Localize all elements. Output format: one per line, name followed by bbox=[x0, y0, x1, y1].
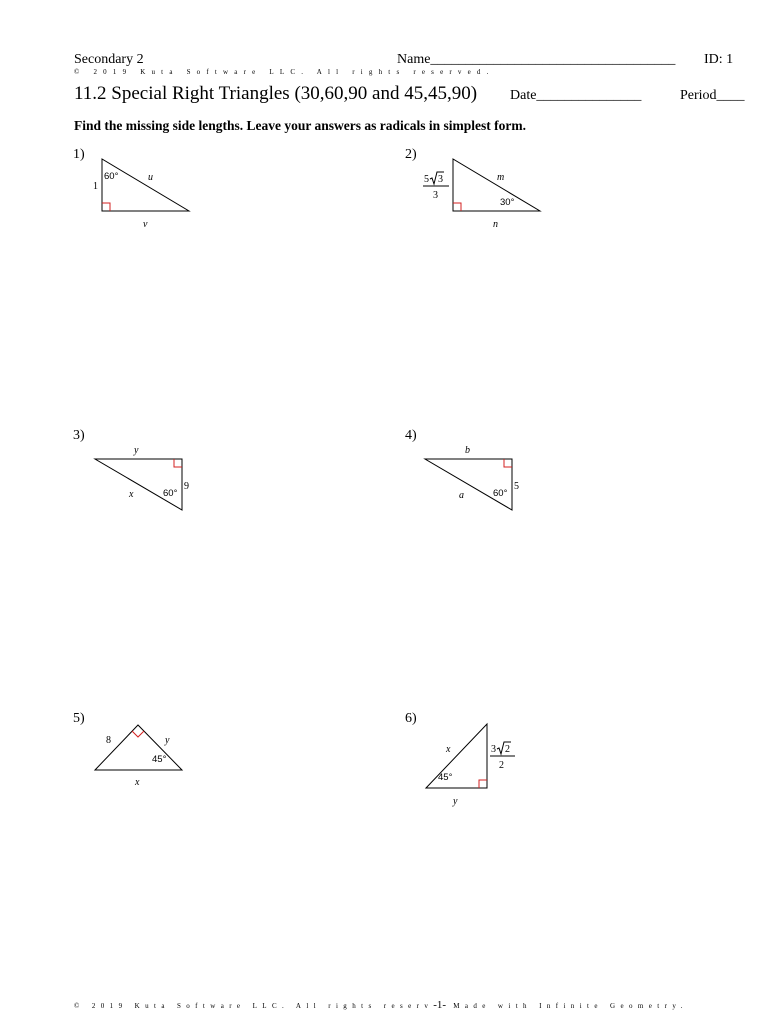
angle-label: 60° bbox=[493, 488, 508, 499]
page-title: 11.2 Special Right Triangles (30,60,90 and 45,45,90) bbox=[74, 83, 478, 104]
side-label-leg: 5 bbox=[514, 481, 519, 492]
side-label-hyp: x bbox=[446, 744, 451, 755]
side-label-hyp: a bbox=[459, 490, 464, 501]
side-label-hyp: x bbox=[129, 489, 134, 500]
period-field: Period____ bbox=[680, 88, 745, 103]
angle-label: 30° bbox=[500, 197, 515, 208]
footer bbox=[74, 999, 688, 1011]
side-label-right: y bbox=[165, 735, 170, 746]
side-label-hyp: m bbox=[497, 172, 505, 183]
worksheet-id: ID: 1 bbox=[704, 52, 734, 67]
side-label-leg: 1 bbox=[93, 181, 98, 192]
side-label-hyp: u bbox=[148, 172, 153, 183]
page-number: -1- bbox=[433, 999, 447, 1011]
problem-4-number: 4) bbox=[405, 428, 417, 443]
triangle-6 bbox=[426, 724, 487, 788]
name-field: Name___________________________________ bbox=[397, 52, 676, 67]
side-label-base: y bbox=[453, 796, 458, 807]
side-label-top: y bbox=[134, 445, 139, 456]
side-label-base: n bbox=[493, 219, 498, 230]
radical-value: 2 bbox=[505, 744, 510, 755]
footer-copyright: © 2019 Kuta Software LLC. All rights reserv bbox=[74, 1002, 434, 1010]
problem-3-number: 3) bbox=[73, 428, 85, 443]
angle-label: 60° bbox=[104, 171, 119, 182]
problem-5-number: 5) bbox=[73, 711, 85, 726]
radical-coefficient: 3 bbox=[491, 744, 496, 755]
date-field: Date_______________ bbox=[510, 88, 642, 103]
problem-1-number: 1) bbox=[73, 147, 85, 162]
angle-label: 60° bbox=[163, 488, 178, 499]
side-label-base: v bbox=[143, 219, 148, 230]
course-name: Secondary 2 bbox=[74, 52, 144, 67]
problem-2-number: 2) bbox=[405, 147, 417, 162]
side-label-leg: 9 bbox=[184, 481, 189, 492]
fraction-denominator: 3 bbox=[433, 190, 438, 201]
footer-made-with: Made with Infinite Geometry. bbox=[453, 1002, 688, 1010]
right-angle-marker bbox=[479, 780, 487, 788]
angle-label: 45° bbox=[152, 754, 167, 765]
fraction-denominator: 2 bbox=[499, 760, 504, 771]
radical-coefficient: 5 bbox=[424, 174, 429, 185]
angle-label: 45° bbox=[438, 772, 453, 783]
problem-6-number: 6) bbox=[405, 711, 417, 726]
side-label-left: 8 bbox=[106, 735, 111, 746]
side-label-base: x bbox=[135, 777, 140, 788]
side-label-top: b bbox=[465, 445, 470, 456]
instructions: Find the missing side lengths. Leave your answers as radicals in simplest form. bbox=[74, 118, 527, 133]
radical-value: 3 bbox=[438, 174, 443, 185]
copyright-line: © 2019 Kuta Software LLC. All rights reserved. bbox=[74, 68, 495, 76]
